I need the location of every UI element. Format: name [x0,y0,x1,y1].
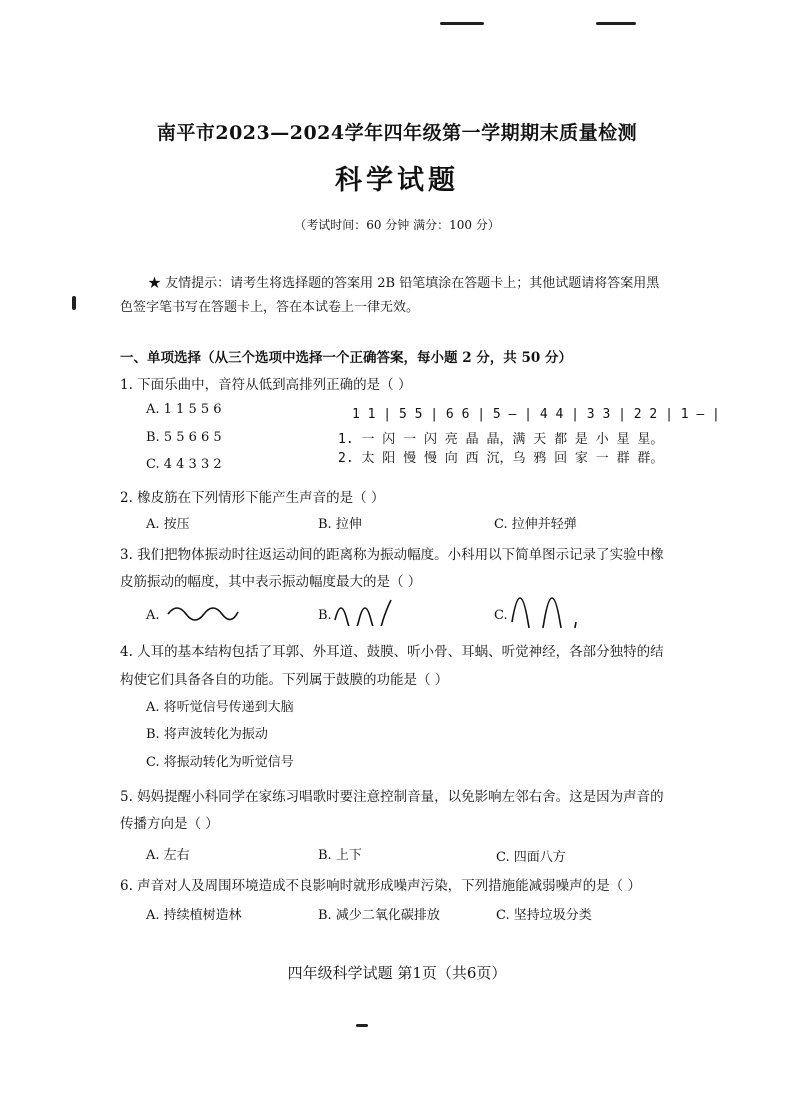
q5-line-2: 传播方向是（ ） [120,816,219,832]
section-heading: 一、单项选择（从三个选项中选择一个正确答案，每小题 2 分，共 50 分） [120,350,572,366]
q2-option-b: B. 拉伸 [318,517,362,532]
q3-wave-a [166,598,240,622]
q4-option-b: B. 将声波转化为振动 [146,727,268,742]
notice-line-2: 色签字笔书写在答题卡上，答在本试卷上一律无效。 [120,300,420,315]
q5-line-1: 5. 妈妈提醒小科同学在家练习唱歌时要注意控制音量，以免影响左邻右舍。这是因为声音的 [120,789,664,805]
scan-mark-left [72,296,76,310]
q6-option-b: B. 减少二氧化碳排放 [318,908,440,923]
q1-lyric-2: 2. 太 阳 慢 慢 向 西 沉，乌 鸦 回 家 一 群 群。 [338,451,664,466]
q1-lyric-1: 1. 一 闪 一 闪 亮 晶 晶，满 天 都 是 小 星 星。 [338,432,664,447]
q4-line-1: 4. 人耳的基本结构包括了耳郭、外耳道、鼓膜、听小骨、耳蜗、听觉神经，各部分独特的结 [120,644,664,660]
q3-option-c: C. [494,608,508,623]
exam-title: 南平市2023—2024学年四年级第一学期期末质量检测 [156,122,638,144]
q1-option-b: B. 5 5 6 6 5 [146,430,222,445]
q4-line-2: 构使它们具备各自的功能。下列属于鼓膜的功能是（ ） [120,672,449,688]
exam-info: （考试时间：60 分钟 满分：100 分） [294,218,500,232]
q3-wave-c [508,584,582,628]
q2-option-a: A. 按压 [146,517,190,532]
q6-text: 6. 声音对人及周围环境造成不良影响时就形成噪声污染，下列措施能减弱噪声的是（ ） [120,878,641,894]
q2-option-c: C. 拉伸并轻弹 [494,517,577,532]
q4-option-a: A. 将听觉信号传递到大脑 [146,700,294,715]
scan-mark-top-1 [440,22,484,25]
q1-option-a: A. 1 1 5 5 6 [146,402,222,417]
q3-wave-b [333,594,393,626]
q5-option-a: A. 左右 [146,848,190,863]
page-footer: 四年级科学试题 第1页（共6页） [287,964,507,982]
q5-option-b: B. 上下 [318,848,362,863]
q3-option-a: A. [146,608,160,623]
q3-option-b: B. [318,608,332,623]
q5-option-c: C. 四面八方 [496,850,566,865]
q1-score-line: 1 1 | 5 5 | 6 6 | 5 — | 4 4 | 3 3 | 2 2 | 1 — | [352,407,720,422]
scan-mark-top-2 [596,22,636,25]
notice-line-1: ★ 友情提示：请考生将选择题的答案用 2B 铅笔填涂在答题卡上；其他试题请将答案用黑 [148,276,660,291]
q4-option-c: C. 将振动转化为听觉信号 [146,755,294,770]
exam-subtitle: 科学试题 [335,165,459,196]
q3-line-2: 皮筋振动的幅度，其中表示振动幅度最大的是（ ） [120,574,422,590]
scan-mark-bottom [356,1024,368,1027]
q3-line-1: 3. 我们把物体振动时往返运动间的距离称为振动幅度。小科用以下简单图示记录了实验中橡 [120,547,664,563]
q1-option-c: C. 4 4 3 3 2 [146,457,222,472]
q6-option-a: A. 持续植树造林 [146,908,242,923]
q1-text: 1. 下面乐曲中，音符从低到高排列正确的是（ ） [120,377,412,393]
q6-option-c: C. 坚持垃圾分类 [496,908,592,923]
q2-text: 2. 橡皮筋在下列情形下能产生声音的是（ ） [120,490,385,506]
